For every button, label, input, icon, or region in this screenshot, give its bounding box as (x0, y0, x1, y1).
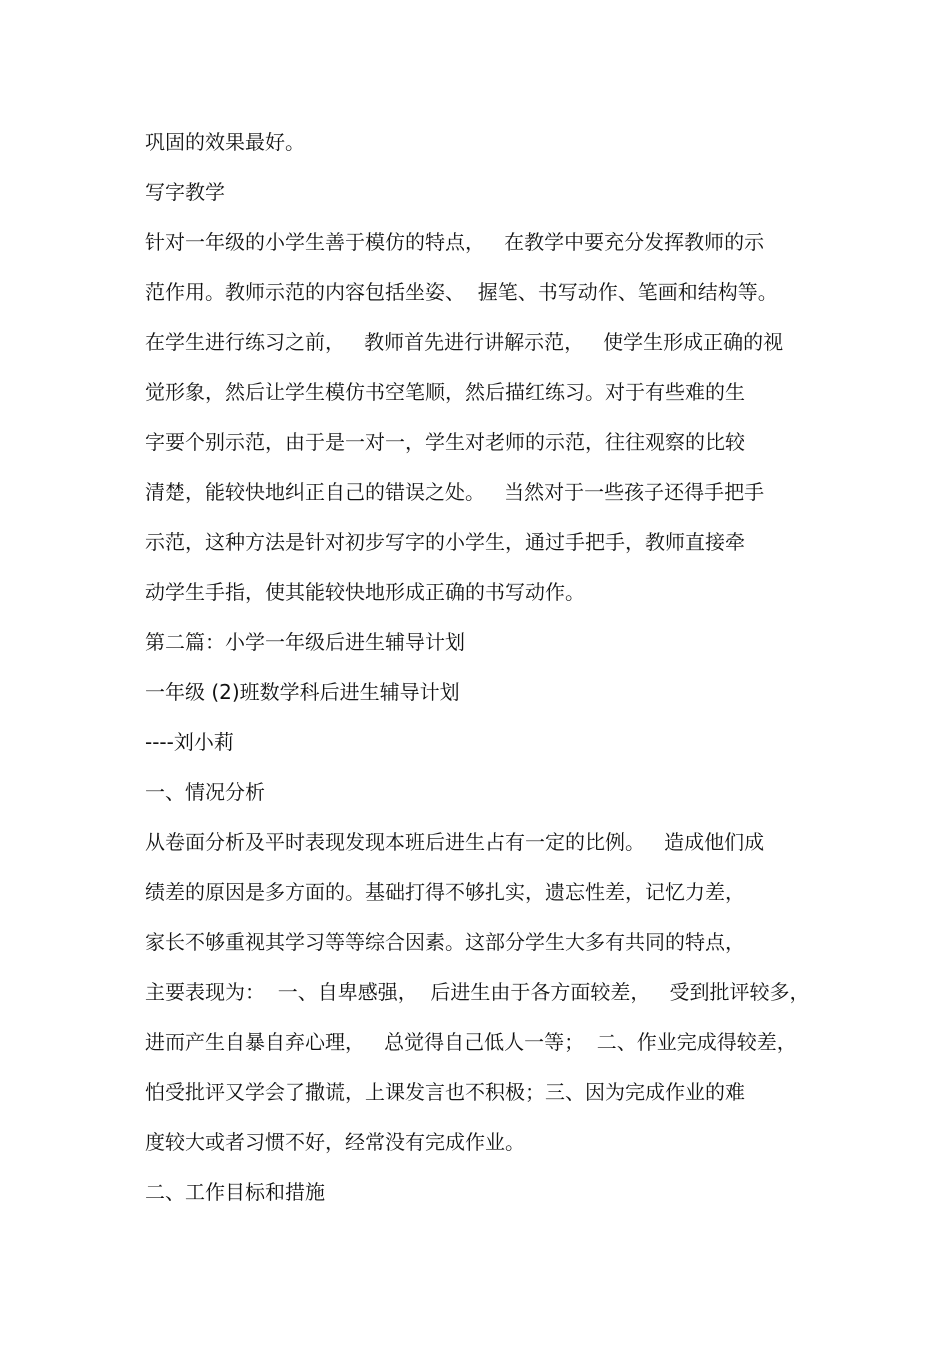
text-line-1: 巩固的效果最好。 (145, 130, 305, 154)
text-line-5: 在学生进行练习之前， 教师首先进行讲解示范， 使学生形成正确的视 (145, 330, 784, 354)
text-line-9: 示范，这种方法是针对初步写字的小学生，通过手把手，教师直接牵 (145, 530, 745, 554)
text-line-20: 怕受批评又学会了撒谎，上课发言也不积极；三、因为完成作业的难 (145, 1080, 745, 1104)
text-line-4: 范作用。教师示范的内容包括坐姿、 握笔、书写动作、笔画和结构等。 (145, 280, 778, 304)
section-heading-writing: 写字教学 (145, 180, 225, 204)
text-line-6: 觉形象，然后让学生模仿书空笔顺，然后描红练习。对于有些难的生 (145, 380, 745, 404)
chapter-title: 第二篇：小学一年级后进生辅导计划 (145, 630, 465, 654)
text-line-16: 绩差的原因是多方面的。基础打得不够扎实，遗忘性差，记忆力差， (145, 880, 745, 904)
text-line-17: 家长不够重视其学习等等综合因素。这部分学生大多有共同的特点， (145, 930, 745, 954)
section-heading-analysis: 一、情况分析 (145, 780, 265, 804)
text-line-21: 度较大或者习惯不好，经常没有完成作业。 (145, 1130, 525, 1154)
text-line-18: 主要表现为： 一、自卑感强， 后进生由于各方面较差， 受到批评较多， (145, 980, 810, 1004)
text-line-15: 从卷面分析及平时表现发现本班后进生占有一定的比例。 造成他们成 (145, 830, 765, 854)
text-line-8: 清楚，能较快地纠正自己的错误之处。 当然对于一些孩子还得手把手 (145, 480, 765, 504)
text-line-19: 进而产生自暴自弃心理， 总觉得自己低人一等； 二、作业完成得较差， (145, 1030, 797, 1054)
text-line-7: 字要个别示范，由于是一对一，学生对老师的示范，往往观察的比较 (145, 430, 745, 454)
plan-title: 一年级 (2)班数学科后进生辅导计划 (145, 680, 460, 704)
author-line: ----刘小莉 (145, 730, 234, 754)
text-line-3: 针对一年级的小学生善于模仿的特点， 在教学中要充分发挥教师的示 (145, 230, 765, 254)
text-line-10: 动学生手指，使其能较快地形成正确的书写动作。 (145, 580, 585, 604)
section-heading-goals: 二、工作目标和措施 (145, 1180, 325, 1204)
